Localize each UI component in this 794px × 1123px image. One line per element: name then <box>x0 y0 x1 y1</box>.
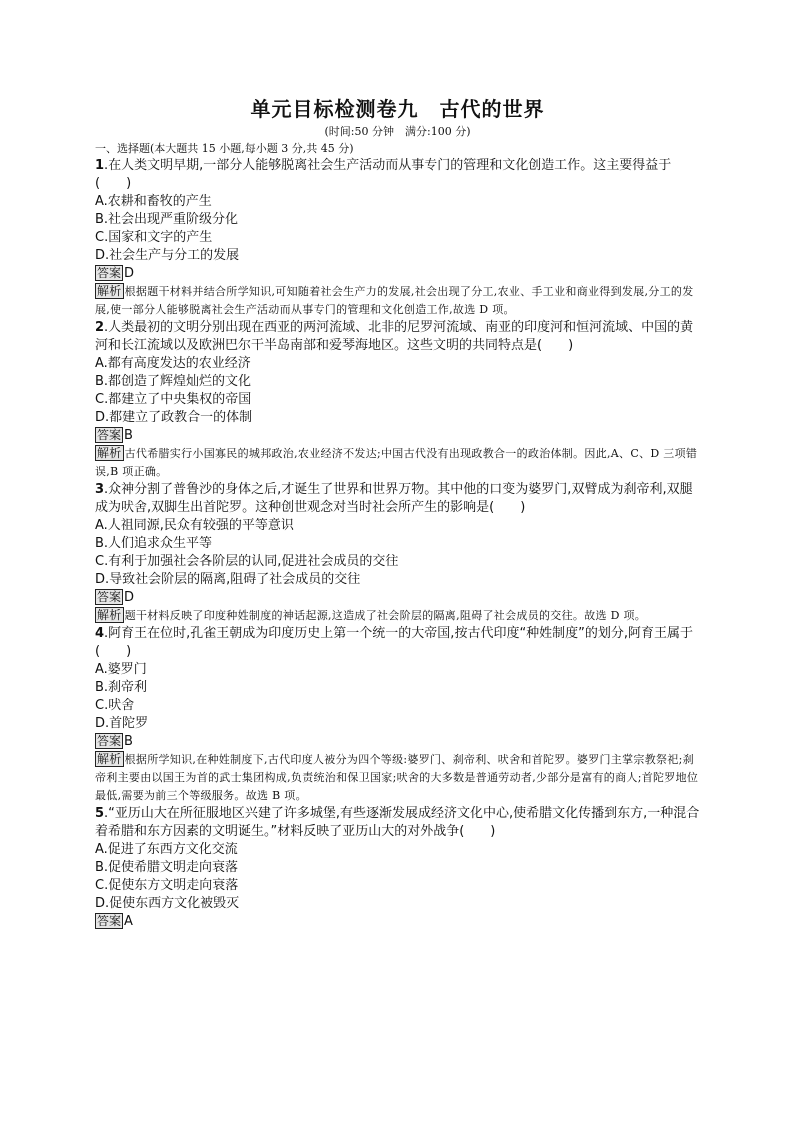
question-block <box>95 481 700 625</box>
question-stem <box>95 805 700 841</box>
answer-option: B.人们追求众生平等 <box>95 536 213 551</box>
answer-option: B.促使希腊文明走向衰落 <box>95 860 239 875</box>
question-number: 5 <box>95 806 105 821</box>
answer-line <box>95 265 700 282</box>
explanation-tag: 解析 <box>97 284 122 298</box>
question-stem <box>95 319 700 355</box>
answer-option: D.促使东西方文化被毁灭 <box>95 896 240 911</box>
answer-value: D <box>124 266 135 281</box>
question-text: .“亚历山大在所征服地区兴建了许多城堡,有些逐渐发展成经济文化中心,使希腊文化传播到东方,一种混合着希腊和东方因素的文明诞生。”材料反映了亚历山大的对外战争( ) <box>95 806 700 839</box>
answer-tag: 答案 <box>97 914 122 928</box>
question-text: .在人类文明早期,一部分人能够脱离社会生产活动而从事专门的管理和文化创造工作。这主要得益于( ) <box>95 158 672 191</box>
answer-line <box>95 427 700 444</box>
explanation-text: 根据题干材料并结合所学知识,可知随着社会生产力的发展,社会出现了分工,农业、手工业和商业得到发展,分工的发展,使一部分人能够脱离社会生产活动而从事专门的管理和文化创造工作,故选 D 项。 <box>95 285 694 316</box>
answer-tag: 答案 <box>97 266 122 280</box>
explanation-text: 根据所学知识,在种姓制度下,古代印度人被分为四个等级:婆罗门、刹帝利、吠舍和首陀罗。婆罗门主掌宗教祭祀;刹帝利主要由以国王为首的武士集团构成,负责统治和保卫国家;吠舍的大多数是普通劳动者,少部分是富有的商人;首陀罗地位最低,需要为前三个等级服务。故选 B 项。 <box>95 753 699 802</box>
answer-option: A.农耕和畜牧的产生 <box>95 194 212 209</box>
question-stem <box>95 625 700 661</box>
answer-option: C.都建立了中央集权的帝国 <box>95 392 252 407</box>
answer-value: D <box>124 590 135 605</box>
answer-value: B <box>124 428 133 443</box>
question-block <box>95 157 700 319</box>
answer-option: A.都有高度发达的农业经济 <box>95 356 251 371</box>
answer-tag: 答案 <box>97 590 122 604</box>
explanation-tag: 解析 <box>97 446 122 460</box>
question-stem <box>95 481 700 517</box>
question-stem <box>95 157 700 193</box>
answer-line <box>95 589 700 606</box>
answer-option: B.刹帝利 <box>95 680 148 695</box>
answer-option: C.促使东方文明走向衰落 <box>95 878 239 893</box>
explanation <box>95 751 700 805</box>
explanation-text: 题干材料反映了印度种姓制度的神话起源,这造成了社会阶层的隔离,阻碍了社会成员的交往。故选 D 项。 <box>124 609 647 622</box>
question-text: .人类最初的文明分别出现在西亚的两河流域、北非的尼罗河流域、南亚的印度河和恒河流域、中国的黄河和长江流域以及欧洲巴尔干半岛南部和爱琴海地区。这些文明的共同特点是( ) <box>95 320 694 353</box>
answer-line <box>95 733 700 750</box>
answer-value: B <box>124 734 133 749</box>
answer-option: C.国家和文字的产生 <box>95 230 213 245</box>
question-list <box>95 157 700 930</box>
explanation-tag: 解析 <box>97 752 122 766</box>
answer-line <box>95 913 700 930</box>
answer-option: C.有利于加强社会各阶层的认同,促进社会成员的交往 <box>95 554 399 569</box>
question-block <box>95 625 700 805</box>
page-content <box>95 96 700 931</box>
answer-option: D.导致社会阶层的隔离,阻碍了社会成员的交往 <box>95 572 361 587</box>
question-number: 2 <box>95 320 105 335</box>
answer-option: A.婆罗门 <box>95 662 147 677</box>
answer-option: A.促进了东西方文化交流 <box>95 842 238 857</box>
answer-tag: 答案 <box>97 428 122 442</box>
question-number: 3 <box>95 482 105 497</box>
answer-option: A.人祖同源,民众有较强的平等意识 <box>95 518 294 533</box>
answer-option: C.吠舍 <box>95 698 135 713</box>
answer-option: D.首陀罗 <box>95 716 149 731</box>
question-number: 4 <box>95 626 105 641</box>
explanation <box>95 283 700 319</box>
explanation <box>95 445 700 481</box>
answer-option: D.社会生产与分工的发展 <box>95 248 240 263</box>
question-number: 1 <box>95 158 105 173</box>
answer-option: B.都创造了辉煌灿烂的文化 <box>95 374 252 389</box>
question-block <box>95 805 700 930</box>
answer-tag: 答案 <box>97 734 122 748</box>
explanation <box>95 607 700 625</box>
explanation-text: 古代希腊实行小国寡民的城邦政治,农业经济不发达;中国古代没有出现政教合一的政治体制。因此,A、C、D 三项错误,B 项正确。 <box>95 447 698 478</box>
question-text: .阿育王在位时,孔雀王朝成为印度历史上第一个统一的大帝国,按古代印度“种姓制度”的划分,阿育王属于( ) <box>95 626 694 659</box>
section-heading: 一、选择题(本大题共 15 小题,每小题 3 分,共 45 分) <box>95 142 354 155</box>
page-subtitle: (时间:50 分钟 满分:100 分) <box>324 125 471 138</box>
explanation-tag: 解析 <box>97 608 122 622</box>
page-title: 单元目标检测卷九 古代的世界 <box>250 97 545 121</box>
question-block <box>95 319 700 481</box>
question-text: .众神分割了普鲁沙的身体之后,才诞生了世界和世界万物。其中他的口变为婆罗门,双臂成为刹帝利,双腿成为吠舍,双脚生出首陀罗。这种创世观念对当时社会所产生的影响是( ) <box>95 482 693 515</box>
answer-option: B.社会出现严重阶级分化 <box>95 212 239 227</box>
answer-value: A <box>124 914 133 929</box>
answer-option: D.都建立了政教合一的体制 <box>95 410 253 425</box>
